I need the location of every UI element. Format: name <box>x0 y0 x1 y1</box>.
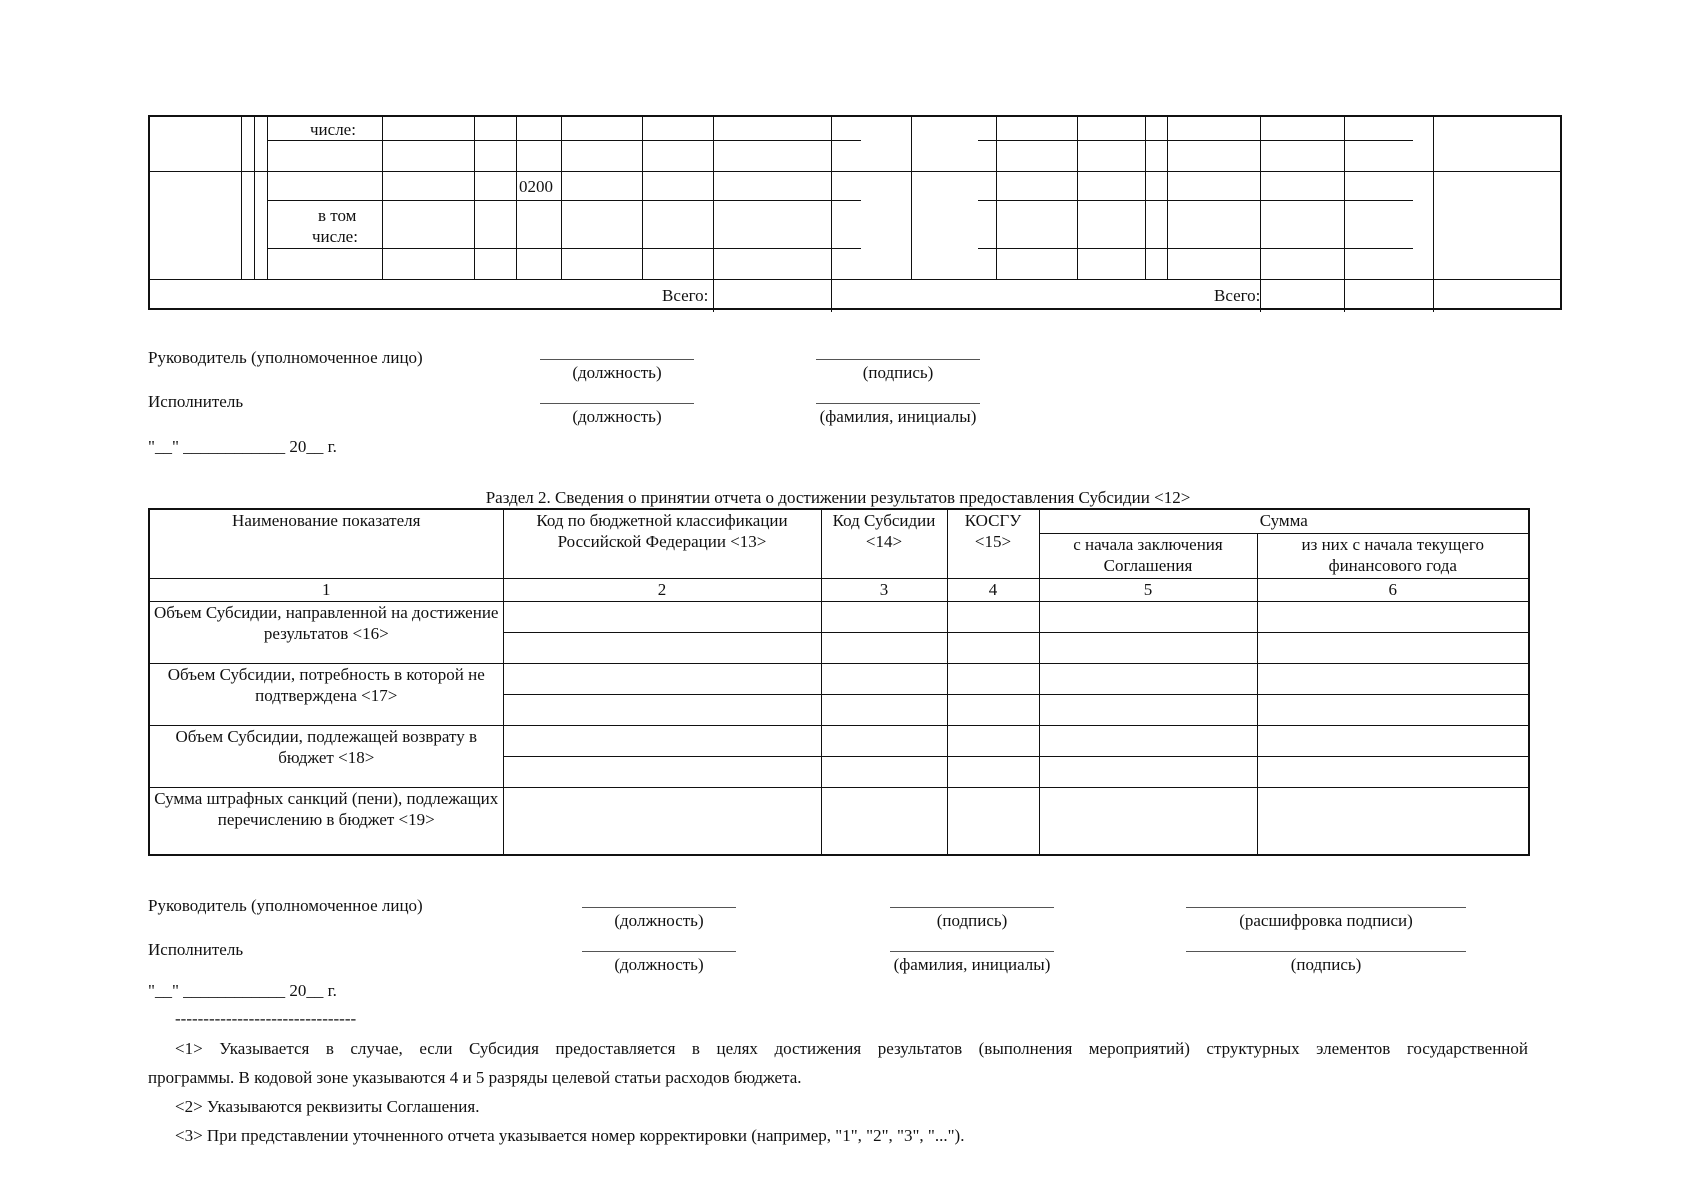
row-label-subsidy-unconfirmed: Объем Субсидии, потребность в которой не подтверждена <17> <box>149 663 503 725</box>
sign2-date-line: "__" ____________ 20__ г. <box>148 981 337 1000</box>
table-cell <box>1257 632 1529 663</box>
row-label-subsidy-to-return: Объем Субсидии, подлежащей возврату в бюджет <18> <box>149 725 503 787</box>
table-cell <box>821 787 947 855</box>
table-cell <box>1257 756 1529 787</box>
col-number-4: 4 <box>947 578 1039 601</box>
table-cell <box>947 756 1039 787</box>
fragment-label-in-that-number: числе: <box>310 120 356 139</box>
col-number-2: 2 <box>503 578 821 601</box>
footnote-separator: -------------------------------- <box>175 1009 357 1028</box>
table-cell <box>1039 694 1257 725</box>
footnote-1-line-2: программы. В кодовой зоне указываются 4 и 5 разряды целевой статьи расходов бюджета. <box>148 1068 802 1087</box>
header-sum-current-year: из них с начала текущего финансового года <box>1257 533 1529 578</box>
sign1-head-label: Руководитель (уполномоченное лицо) <box>148 348 423 367</box>
table-cell <box>1257 601 1529 632</box>
sign1-caption-fio: (фамилия, инициалы) <box>819 407 977 426</box>
table-cell <box>503 694 821 725</box>
sign2-caption-fio: (фамилия, инициалы) <box>893 955 1051 974</box>
fragment-total-right: Всего: <box>1214 286 1261 305</box>
table-cell <box>947 694 1039 725</box>
section2-table <box>148 508 1530 856</box>
sign1-caption-position: (должность) <box>572 363 662 382</box>
sign1-date-line: "__" ____________ 20__ г. <box>148 437 337 456</box>
header-sum: Сумма <box>1039 509 1529 533</box>
footnote-2: <2> Указываются реквизиты Соглашения. <box>175 1097 480 1116</box>
sign2-caption-decode: (расшифровка подписи) <box>1239 911 1413 930</box>
fragment-label-v-tom: в том <box>318 206 357 225</box>
sign2-caption-signature-2: (подпись) <box>1290 955 1362 974</box>
table-cell <box>821 601 947 632</box>
table-cell <box>947 601 1039 632</box>
table-cell <box>947 632 1039 663</box>
header-subsidy-code: Код Субсидии <14> <box>821 509 947 578</box>
table-cell <box>1039 787 1257 855</box>
sign1-caption-position-2: (должность) <box>572 407 662 426</box>
fragment-label-chisle: числе: <box>312 227 358 246</box>
sign2-exec-label: Исполнитель <box>148 940 244 959</box>
table-cell <box>821 725 947 756</box>
sign2-caption-position: (должность) <box>614 911 704 930</box>
col-number-1: 1 <box>149 578 503 601</box>
footnote-1-line-1: <1> Указывается в случае, если Субсидия предоставляется в целях достижения результатов (выполнения мероприятий) структурных элементов государственной <box>175 1039 1528 1058</box>
sign2-head-label: Руководитель (уполномоченное лицо) <box>148 896 423 915</box>
header-sum-from-start: с начала заключения Соглашения <box>1039 533 1257 578</box>
table-cell <box>503 725 821 756</box>
sign2-caption-position-2: (должность) <box>614 955 704 974</box>
row-label-subsidy-for-results: Объем Субсидии, направленной на достижение результатов <16> <box>149 601 503 663</box>
table-cell <box>1039 601 1257 632</box>
sign2-caption-signature: (подпись) <box>936 911 1008 930</box>
footnote-3: <3> При представлении уточненного отчета указывается номер корректировки (например, "1", "2", "3", "..."). <box>175 1126 965 1145</box>
table-cell <box>821 694 947 725</box>
table-cell <box>821 632 947 663</box>
table-cell <box>503 663 821 694</box>
table-cell <box>821 756 947 787</box>
table-cell <box>1039 663 1257 694</box>
table-cell <box>947 725 1039 756</box>
header-indicator-name: Наименование показателя <box>149 509 503 578</box>
header-kbk: Код по бюджетной классификации Российской Федерации <13> <box>503 509 821 578</box>
table-cell <box>821 663 947 694</box>
sign1-exec-label: Исполнитель <box>148 392 244 411</box>
table-cell <box>1039 756 1257 787</box>
table-cell <box>1039 632 1257 663</box>
table-cell <box>503 787 821 855</box>
sign1-caption-signature: (подпись) <box>862 363 934 382</box>
table-cell <box>503 632 821 663</box>
col-number-6: 6 <box>1257 578 1529 601</box>
table-cell <box>1257 694 1529 725</box>
header-kosgu: КОСГУ <15> <box>947 509 1039 578</box>
table-cell <box>1257 663 1529 694</box>
table-cell <box>947 787 1039 855</box>
table-cell <box>503 601 821 632</box>
report-fragment-table <box>148 115 1562 310</box>
row-label-penalties: Сумма штрафных санкций (пени), подлежащих перечислению в бюджет <19> <box>149 787 503 855</box>
col-number-5: 5 <box>1039 578 1257 601</box>
col-number-3: 3 <box>821 578 947 601</box>
fragment-total-left: Всего: <box>662 286 709 305</box>
table-cell <box>1257 787 1529 855</box>
section2-title: Раздел 2. Сведения о принятии отчета о достижении результатов предоставления Субсидии <12> <box>485 488 1191 507</box>
table-cell <box>947 663 1039 694</box>
table-cell <box>503 756 821 787</box>
fragment-code-0200: 0200 <box>519 177 553 196</box>
table-cell <box>1257 725 1529 756</box>
table-cell <box>1039 725 1257 756</box>
